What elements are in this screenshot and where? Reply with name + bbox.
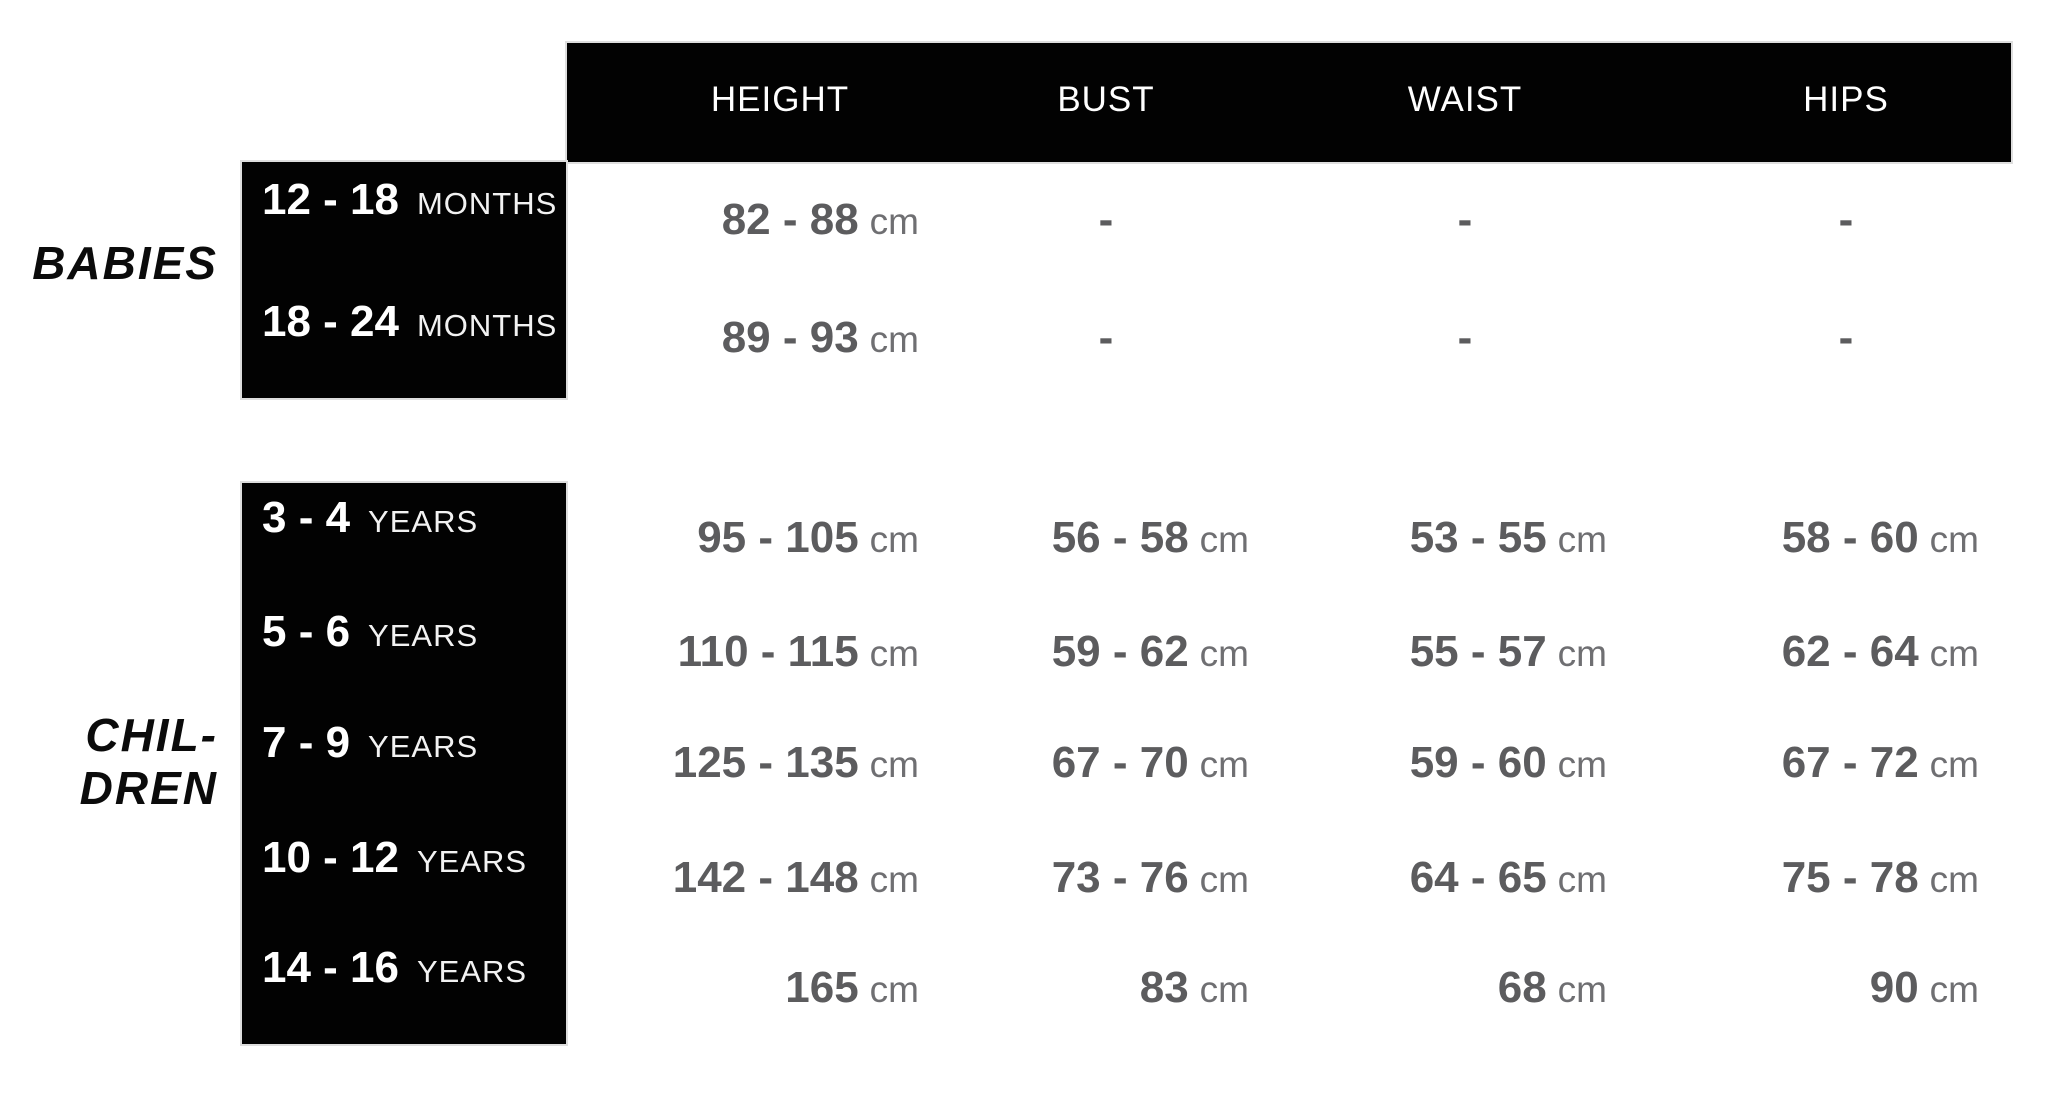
babies-size-18-24-months [262,292,562,352]
value: 125 - 135 [672,738,859,787]
value: 55 - 57 [1409,627,1547,676]
babies-size-12-18-months [262,170,562,230]
babies-row1-hips-dash: - [1838,195,1854,244]
size-unit: YEARS [416,954,528,989]
children-row5-waist [1207,958,1607,1018]
value: 82 - 88 [721,195,859,244]
children-row2-hips [1579,622,1979,682]
unit-cm: cm [869,744,919,785]
children-row1-waist [1207,508,1607,568]
size-unit: YEARS [416,844,528,879]
babies-row2-waist-dash: - [1457,313,1473,362]
group-label-babies: BABIES [32,237,218,289]
unit-cm: cm [1929,633,1979,674]
children-size-7-9-years [262,713,562,773]
children-row3-bust [849,733,1249,793]
unit-cm: cm [1929,744,1979,785]
value: 59 - 62 [1051,627,1189,676]
babies-row1-bust-dash: - [1098,195,1114,244]
size-unit: MONTHS [416,308,558,343]
value: 165 [785,963,859,1012]
unit-cm: cm [869,859,919,900]
unit-cm: cm [869,201,919,242]
size-unit: YEARS [368,504,479,539]
size-range: 3 - 4 [262,493,351,542]
unit-cm: cm [1557,519,1607,560]
children-size-10-12-years [262,828,562,888]
children-row4-waist [1207,848,1607,908]
unit-cm: cm [1557,633,1607,674]
children-row3-waist [1207,733,1607,793]
value: 89 - 93 [721,313,859,362]
column-header-bust: BUST [1057,80,1155,119]
size-unit: MONTHS [416,186,558,221]
size-range: 10 - 12 [262,833,399,882]
size-range: 12 - 18 [262,175,399,224]
unit-cm: cm [869,319,919,360]
value: 64 - 65 [1409,853,1547,902]
size-unit: YEARS [368,729,479,764]
value: 68 [1497,963,1547,1012]
column-header-hips: HIPS [1803,80,1889,119]
group-label-children-line2: DREN [79,762,218,814]
unit-cm: cm [1199,859,1249,900]
unit-cm: cm [1929,969,1979,1010]
size-unit: YEARS [368,618,479,653]
children-size-14-16-years [262,938,562,998]
unit-cm: cm [869,969,919,1010]
children-row5-hips [1579,958,1979,1018]
children-row2-bust [849,622,1249,682]
babies-row1-waist-dash: - [1457,195,1473,244]
size-range: 5 - 6 [262,607,351,656]
value: 90 [1869,963,1919,1012]
unit-cm: cm [1199,969,1249,1010]
unit-cm: cm [869,633,919,674]
value: 67 - 70 [1051,738,1189,787]
unit-cm: cm [1929,519,1979,560]
value: 59 - 60 [1409,738,1547,787]
value: 53 - 55 [1409,513,1547,562]
column-header-waist: WAIST [1407,80,1523,119]
value: 67 - 72 [1781,738,1919,787]
babies-row2-height [519,308,919,368]
unit-cm: cm [1557,969,1607,1010]
children-row1-hips [1579,508,1979,568]
children-row4-hips [1579,848,1979,908]
value: 58 - 60 [1781,513,1919,562]
unit-cm: cm [1557,744,1607,785]
value: 75 - 78 [1781,853,1919,902]
children-size-3-4-years [262,488,562,548]
children-row4-bust [849,848,1249,908]
size-range: 7 - 9 [262,718,351,767]
children-size-5-6-years [262,602,562,662]
babies-row2-bust-dash: - [1098,313,1114,362]
babies-row2-hips-dash: - [1838,313,1854,362]
unit-cm: cm [1929,859,1979,900]
value: 95 - 105 [697,513,859,562]
value: 62 - 64 [1781,627,1919,676]
value: 73 - 76 [1051,853,1189,902]
size-range: 14 - 16 [262,943,399,992]
value: 56 - 58 [1051,513,1189,562]
value: 83 [1139,963,1189,1012]
children-row1-bust [849,508,1249,568]
children-row5-bust [849,958,1249,1018]
unit-cm: cm [1199,519,1249,560]
unit-cm: cm [1199,633,1249,674]
unit-cm: cm [1557,859,1607,900]
group-label-children-line1: CHIL- [85,709,218,761]
unit-cm: cm [1199,744,1249,785]
size-range: 18 - 24 [262,297,399,346]
unit-cm: cm [869,519,919,560]
value: 142 - 148 [672,853,859,902]
children-row2-waist [1207,622,1607,682]
children-row3-hips [1579,733,1979,793]
column-header-height: HEIGHT [710,80,850,119]
babies-row1-height [519,190,919,250]
value: 110 - 115 [677,627,859,676]
